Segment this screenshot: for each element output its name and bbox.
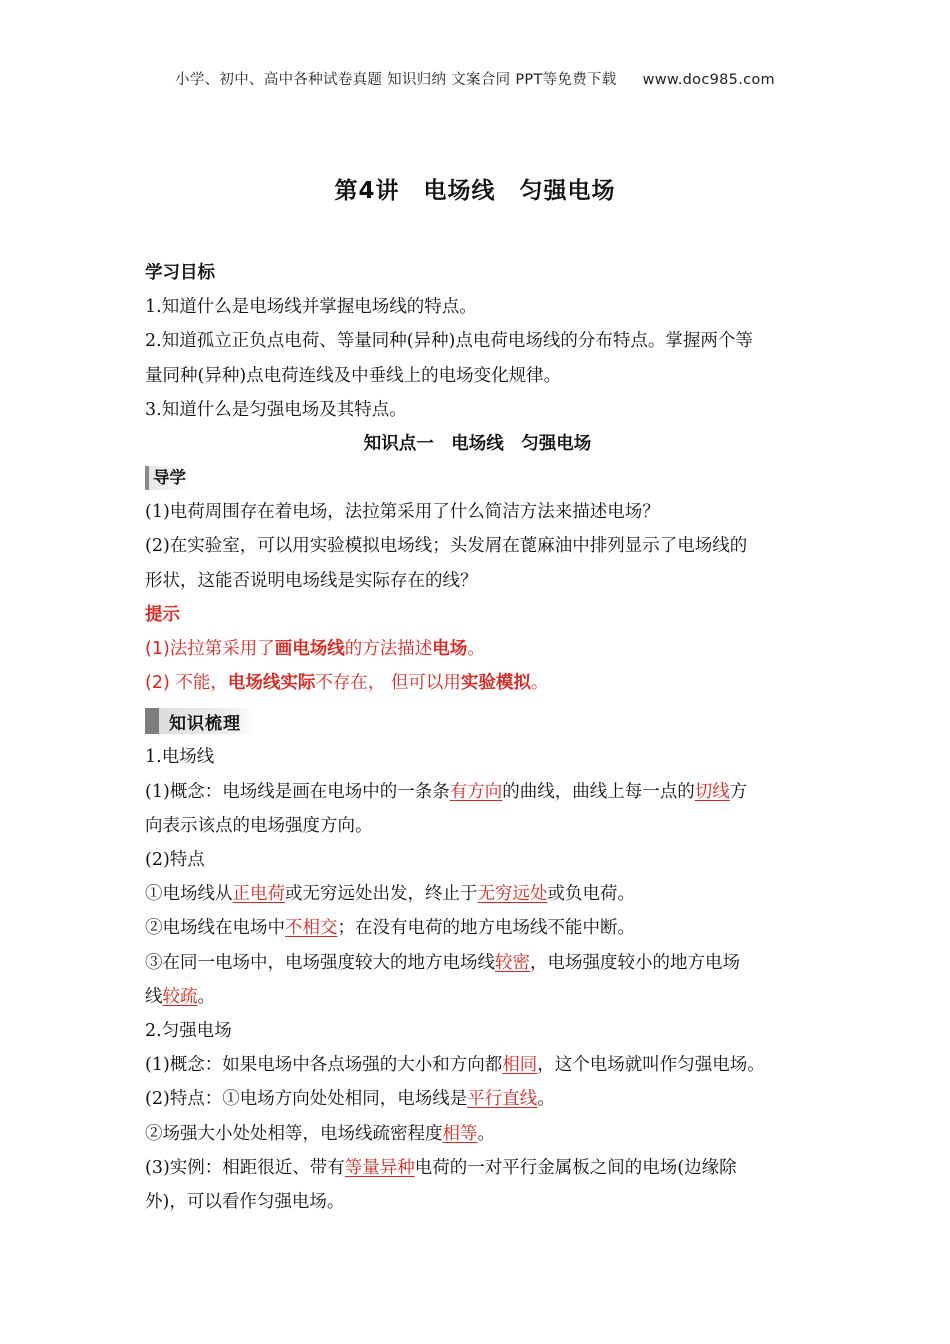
feature-3-line-2	[145, 980, 810, 1014]
guide-label: 导学	[145, 466, 190, 490]
f2-end: ；在没有电荷的地方电场线不能中断。	[337, 918, 635, 939]
uniform-concept	[145, 1048, 810, 1082]
u4-key: 等量异种	[344, 1157, 415, 1178]
guide-question-2-line-1: (2)在实验室，可以用实验模拟电场线；头发屑在蓖麻油中排列显示了电场线的	[145, 536, 748, 557]
u4-pre: (3)实例：相距很近、带有	[145, 1157, 345, 1178]
section-title: 知识点一 电场线 匀强电场	[363, 434, 592, 455]
f1-key-2: 无穷远处	[477, 884, 548, 905]
u1-end: ，这个电场就叫作匀强电场。	[537, 1055, 765, 1076]
tip-a1-key2: 电场	[432, 639, 468, 660]
f1-end: 或负电荷。	[547, 884, 635, 905]
u1-pre: (1)概念：如果电场中各点场强的大小和方向都	[145, 1055, 503, 1076]
goal-1: 1.知道什么是电场线并掌握电场线的特点。	[145, 297, 477, 318]
feature-3-line-1	[145, 946, 810, 980]
f3-line2-end: 。	[197, 986, 215, 1007]
f2-pre: ②电场线在电场中	[145, 918, 285, 939]
f3-key-2: 较疏	[162, 986, 198, 1007]
u4-end: 电荷的一对平行金属板之间的电场(边缘除	[414, 1157, 737, 1178]
f3-line2-pre: 线	[145, 986, 163, 1007]
guide-question-2-line-2: 形状，这能否说明电场线是实际存在的线？	[145, 570, 478, 591]
tip-label: 提示	[145, 604, 180, 625]
content-body	[145, 256, 810, 1219]
goals-heading: 学习目标	[145, 263, 215, 283]
tip-a2-key1: 电场线实际	[227, 673, 316, 694]
features-heading: (2)特点	[145, 850, 205, 871]
c1-key-2: 切线	[694, 781, 730, 802]
knowledge-badge-label: 知识梳理	[169, 713, 241, 734]
header-site: www.doc985.com	[642, 72, 775, 88]
f1-mid: 或无穷远处出发，终止于	[285, 884, 478, 905]
subsection-1-title: 1.电场线	[145, 747, 215, 768]
f3-pre: ③在同一电场中，电场强度较大的地方电场线	[145, 952, 495, 973]
tip-a2-pre: (2) 不能，	[145, 673, 228, 694]
goal-3: 3.知道什么是匀强电场及其特点。	[145, 399, 407, 420]
tip-a2-mid: 不存在， 但可以用	[315, 673, 461, 694]
tip-a1-key1: 画电场线	[274, 639, 345, 660]
tip-answer-1	[145, 632, 810, 666]
feature-2	[145, 911, 810, 945]
u3-pre: ②场强大小处处相等，电场线疏密程度	[145, 1123, 443, 1144]
feature-1	[145, 877, 810, 911]
u2-key: 平行直线	[467, 1089, 538, 1110]
f2-key: 不相交	[285, 918, 338, 939]
c1-key-1: 有方向	[449, 781, 503, 802]
lesson-title: 第4讲 电场线 匀强电场	[334, 178, 616, 204]
f1-pre: ①电场线从	[145, 884, 233, 905]
u2-pre: (2)特点：①电场方向处处相同，电场线是	[145, 1089, 468, 1110]
c1-mid: 的曲线，曲线上每一点的	[502, 781, 695, 802]
uniform-example-line-1	[145, 1151, 810, 1185]
concept-1-line-1	[145, 775, 810, 809]
knowledge-badge	[145, 708, 255, 734]
goal-2-line-2: 量同种(异种)点电荷连线及中垂线上的电场变化规律。	[145, 365, 562, 386]
guide-label-box	[145, 461, 810, 495]
tip-a1-pre: (1)法拉第采用了	[145, 639, 275, 660]
uniform-feature-1	[145, 1082, 810, 1116]
u2-end: 。	[537, 1089, 555, 1110]
tip-a2-end: 。	[530, 673, 549, 694]
uniform-example-line-2: 外)，可以看作匀强电场。	[145, 1192, 345, 1213]
guide-question-1: (1)电荷周围存在着电场，法拉第采用了什么简洁方法来描述电场？	[145, 502, 660, 523]
tip-a1-mid: 的方法描述	[344, 639, 433, 660]
u1-key: 相同	[502, 1055, 538, 1076]
subsection-2-title: 2.匀强电场	[145, 1021, 232, 1042]
tip-answer-2	[145, 666, 810, 700]
uniform-feature-2	[145, 1117, 810, 1151]
f3-key-1: 较密	[495, 952, 530, 973]
c1-end: 方	[729, 781, 748, 802]
badge-bar	[145, 708, 159, 734]
header-text: 小学、初中、高中各种试卷真题 知识归纳 文案合同 PPT等免费下载	[175, 72, 617, 88]
concept-1-line-2: 向表示该点的电场强度方向。	[145, 815, 373, 836]
tip-a1-end: 。	[467, 639, 485, 660]
goal-2-line-1: 2.知道孤立正负点电荷、等量同种(异种)点电荷电场线的分布特点。掌握两个等	[145, 331, 753, 352]
f3-end: ，电场强度较小的地方电场	[530, 952, 740, 973]
u3-end: 。	[477, 1123, 495, 1144]
page-header	[0, 68, 950, 89]
c1-pre: (1)概念：电场线是画在电场中的一条条	[145, 781, 450, 802]
tip-a2-key2: 实验模拟	[460, 673, 531, 694]
u3-key: 相等	[442, 1123, 478, 1144]
f1-key-1: 正电荷	[232, 884, 285, 905]
